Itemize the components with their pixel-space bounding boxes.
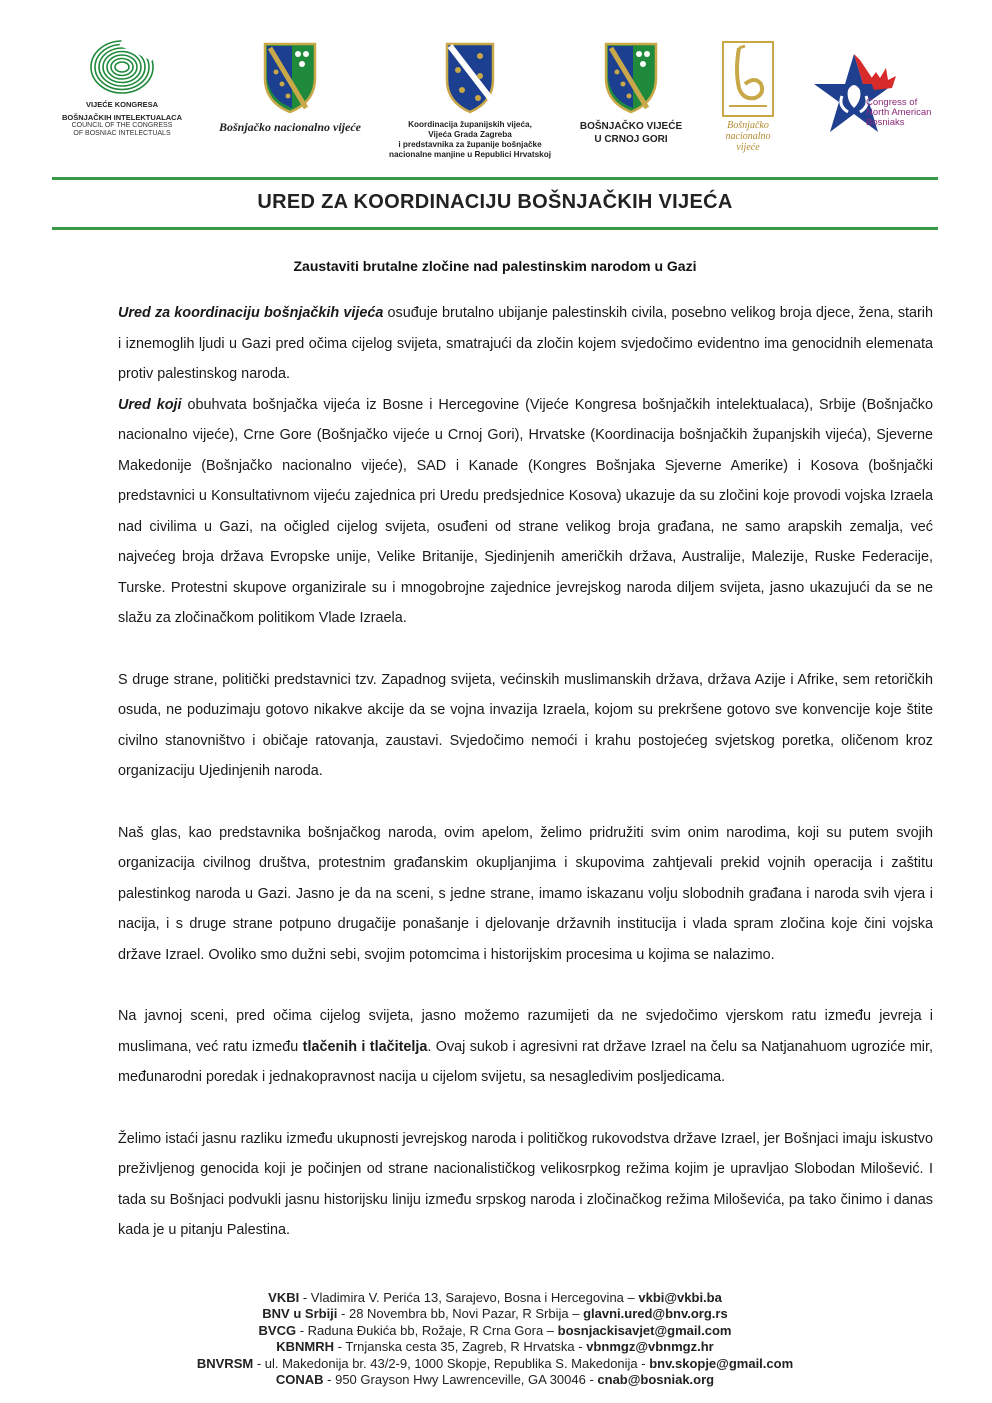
paragraph-6: Želimo istaći jasnu razliku između ukupnosti jevrejskog naroda i političkog rukovodstva države Izrael, jer Bošnjaci imaju iskustvo preživljenog genocida koji je počinjen od strane nacionalističkog velikosrpkog režima kojim je upravljao Slobodan Milošević. I tada su Bošnjaci podvukli jasnu historijsku liniju između srpskog naroda i zločinačkog režima Miloševića, pa tako činimo i danas kada je u pitanju Palestina. — [118, 1130, 933, 1238]
kbnm-logo — [370, 42, 570, 160]
footer-address: - ul. Makedonija br. 43/2-9, 1000 Skopje, Republika S. Makedonija - — [253, 1355, 650, 1371]
footer-address: - 28 Novembra bb, Novi Pazar, R Srbija – — [337, 1306, 584, 1322]
paragraph-1-lead: Ured za koordinaciju bošnjačkih vijeća — [118, 305, 384, 321]
kbnm-shield-icon — [444, 42, 496, 114]
paragraph-5-before: Na javnoj sceni, pred očima cijelog svijeta, jasno možemo razumijeti da ne svjedočimo vjerskom ratu između jevreja i muslimana, već ratu između — [118, 1008, 933, 1055]
conab-caption-line2: North American — [866, 107, 932, 118]
bnv-logo — [210, 42, 370, 135]
bnvrsm-caption-line3: vijeće — [736, 142, 760, 153]
logo-strip — [52, 38, 942, 168]
vkbi-name-line3: COUNCIL OF THE CONGRESS — [71, 122, 173, 129]
footer-abbr: CONAB — [275, 1372, 324, 1388]
bnvrsm-emblem-icon — [721, 40, 775, 118]
kbnm-caption-line3: i predstavnika za županije bošnjačke — [398, 140, 542, 149]
paragraph-2-lead: Ured koji — [118, 396, 182, 413]
footer-row-vkbi — [52, 1290, 938, 1306]
footer-abbr: BVCG — [258, 1322, 297, 1338]
office-title: URED ZA KOORDINACIJU BOŠNJAČKIH VIJEĆA — [257, 191, 733, 213]
paragraph-1 — [118, 298, 933, 390]
conab-caption-line3: Bosniaks — [866, 117, 905, 128]
header-rule-top — [52, 177, 938, 180]
vkbi-name-line4: OF BOSNIAC INTELECTUALS — [73, 130, 171, 137]
paragraph-4: Naš glas, kao predstavnika bošnjačkog naroda, ovim apelom, želimo pridružiti svim onim narodima, koji su putem svojih organizacija civilnog društva, protestnim građanskim okupljanjima i skupovima zahtjevali prekid vojnih operacija i zaštitu palestinkog naroda u Gazi. Jasno je da na sceni, s jedne strane, imamo iskazanu volju slobodnih građana i naroda svih vjera i nacija, i s druge strane potpuno drugačije ponašanje i djelovanje državnih institucija i vlada spram zločina koje čini vojska države Izrael. Ovoliko smo dužni sebi, svojim potomcima i historijskim procesima u kojima se nalazimo. — [118, 824, 933, 963]
conab-logo — [814, 50, 944, 150]
footer-abbr: BNV u Srbiji — [262, 1306, 338, 1322]
bvcg-logo — [570, 42, 692, 146]
document-heading: Zaustaviti brutalne zločine nad palestinskim narodom u Gazi — [293, 258, 697, 274]
bvcg-caption-line1: BOŠNJAČKO VIJEĆE — [579, 121, 683, 132]
footer-email[interactable]: cnab@bosniak.org — [597, 1372, 715, 1388]
footer-row-bnvrsm — [52, 1356, 938, 1372]
vkbi-name-line2: BOŠNJAČKIH INTELEKTUALACA — [62, 113, 182, 122]
paragraph-2 — [118, 390, 933, 634]
paragraph-5 — [118, 1001, 933, 1093]
footer-address: - Vladimira V. Perića 13, Sarajevo, Bosna i Hercegovina – — [299, 1290, 639, 1305]
bvcg-caption-line2: U CRNOJ GORI — [594, 134, 668, 145]
document-body — [118, 298, 933, 1246]
footer-address: - 950 Grayson Hwy Lawrenceville, GA 30046 - — [323, 1372, 598, 1388]
footer-address: - Trnjanska cesta 35, Zagreb, R Hrvatska - — [334, 1339, 587, 1355]
kbnm-caption-line2: Vijeća Grada Zagreba — [428, 130, 512, 139]
footer-row-kbnmrh — [52, 1339, 938, 1355]
bvcg-shield-icon — [603, 42, 659, 114]
conab-caption — [866, 98, 931, 128]
vkbi-logo — [52, 38, 192, 138]
paragraph-3: S druge strane, politički predstavnici tzv. Zapadnog svijeta, većinskih muslimanskih država, država Azije i Afrike, sem retoričkih osuda, ne poduzimaju gotovo nikakve akcije da se vojna invazija Izraela, kojom su prekršene gotovo sve konvencije koje štite civilno stanovništvo i običaje ratovanja, zaustavi. Svjedočimo nemoći i krahu postojećeg svjetskog poretka, oličenom kroz organizaciju Ujedinjenih naroda. — [118, 671, 933, 779]
bnvrsm-caption-line2: nacionalno — [725, 131, 771, 142]
footer-abbr: BNVRSM — [196, 1355, 254, 1371]
paragraph-1-text: osuđuje brutalno ubijanje palestinskih civila, posebno velikog broja djece, žena, starih i iznemoglih ljudi u Gazi pred očima cijelog svijeta, smatrajući da zločin kojem svjedočimo evidentno ima genocidnih elemenata protiv palestinskog naroda. — [118, 305, 934, 382]
paragraph-5-bold: tlačenih i tlačitelja — [302, 1038, 428, 1055]
paragraph-2-text: obuhvata bošnjačka vijeća iz Bosne i Hercegovine (Vijeće Kongresa bošnjačkih intelektualaca), Srbije (Bošnjačko nacionalno vijeće), Crne Gore (Bošnjačko vijeće u Crnoj Gori), Hrvatske (Koordinacija bošnjačkih županjskih vijeća), Sjeverne Makedonije (Bošnjačko nacionalno vijeće), SAD i Kanade (Kongres Bošnjaka Sjeverne Amerike) i Kosova (bošnjački predstavnici u Konsultativnom vijeću zajednica pri Uredu predsjednice Kosova) ukazuje da su zločini koje provodi vojska Izraela nad civilima u Gazi, na očigled cijelog svijeta, osuđeni od strane velikog broja građana, ne samo arapskih zemalja, već najvećeg broja država Evropske unije, Velike Britanije, Sjedinjenih američkih država, Australije, Malezije, Ruske Federacije, Turske. Protestni skupove organizirale su i mnogobrojne zajednice jevrejskog naroda diljem svijeta, jasno ukazujući da se ne slažu za zločinačkom politikom Vlade Izraela. — [118, 396, 933, 626]
footer-email[interactable]: vbnmgz@vbnmgz.hr — [586, 1339, 714, 1355]
footer-email[interactable]: bosnjackisavjet@gmail.com — [557, 1322, 732, 1338]
footer-email[interactable]: glavni.ured@bnv.org.rs — [583, 1306, 728, 1322]
footer-email[interactable]: vkbi@vkbi.ba — [638, 1290, 722, 1305]
bnv-caption: Bošnjačko nacionalno vijeće — [219, 120, 361, 134]
footer-address: - Raduna Đukića bb, Rožaje, R Crna Gora – — [296, 1322, 558, 1338]
conab-caption-line1: Congress of — [866, 97, 918, 108]
kbnm-caption-line4: nacionalne manjine u Republici Hrvatskoj — [389, 150, 551, 159]
bnvrsm-logo — [712, 40, 784, 153]
footer-row-conab — [52, 1372, 938, 1388]
bnv-shield-icon — [262, 42, 318, 114]
footer-addresses — [52, 1290, 938, 1388]
footer-abbr: VKBI — [268, 1290, 300, 1305]
bnvrsm-caption-line1: Bošnjačko — [727, 120, 769, 131]
vkbi-name-line1: VIJEĆE KONGRESA — [85, 100, 159, 109]
header-rule-bottom — [52, 227, 938, 230]
footer-row-bnv — [52, 1306, 938, 1322]
footer-email[interactable]: bnv.skopje@gmail.com — [649, 1355, 794, 1371]
paragraph-5-after: . Ovaj sukob i agresivni rat države Izrael na čelu sa Natjanahuom ugroziće mir, međunarodni poredak i jednakopravnost nacija u cijelom svijetu, sa nesagledivim posljedicama. — [118, 1038, 933, 1085]
vkbi-swirl-icon — [87, 38, 157, 96]
footer-abbr: KBNMRH — [276, 1339, 335, 1355]
footer-row-bvcg — [52, 1323, 938, 1339]
kbnm-caption-line1: Koordinacija županijskih vijeća, — [408, 120, 532, 129]
